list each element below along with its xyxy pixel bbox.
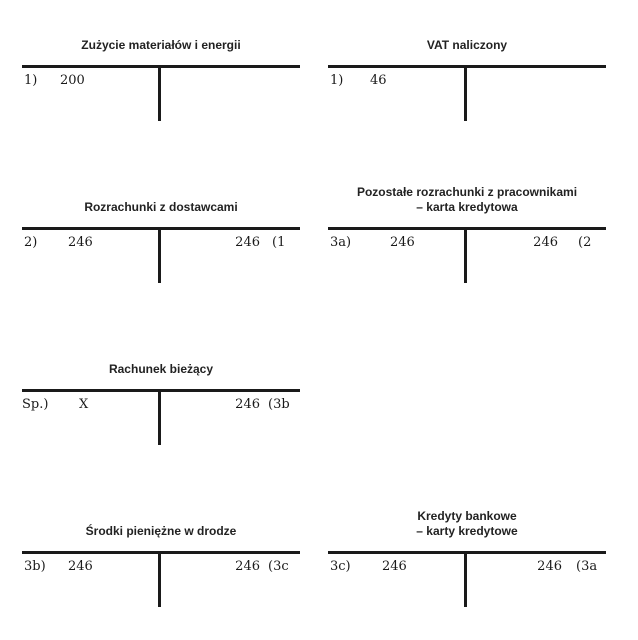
debit-ref: Sp.)	[22, 397, 49, 412]
debit-ref: 3a)	[330, 235, 352, 250]
debit-ref: 3b)	[24, 559, 46, 574]
t-account-rozrachunki-dostawcy	[22, 200, 300, 290]
account-vertical-line	[464, 66, 467, 121]
account-horizontal-line	[328, 227, 606, 230]
credit-amount: 246	[235, 397, 260, 412]
credit-ref: (3a	[576, 559, 598, 574]
debit-ref: 1)	[24, 73, 38, 88]
credit-amount: 246	[533, 235, 558, 250]
account-horizontal-line	[22, 389, 300, 392]
debit-ref: 1)	[330, 73, 344, 88]
t-account-rachunek-biezacy	[22, 362, 300, 452]
debit-amount: 46	[370, 73, 387, 88]
credit-amount: 246	[235, 235, 260, 250]
credit-ref: (2	[578, 235, 592, 250]
t-account-pozostale-rozrachunki	[328, 185, 606, 290]
account-horizontal-line	[22, 551, 300, 554]
account-title-line-1: Kredyty bankowe	[417, 509, 517, 523]
account-vertical-line	[158, 228, 161, 283]
account-vertical-line	[158, 552, 161, 607]
account-title-line-2: – karty kredytowe	[416, 524, 518, 538]
debit-amount: X	[79, 397, 89, 412]
credit-ref: (1	[272, 235, 286, 250]
account-horizontal-line	[328, 65, 606, 68]
debit-amount: 246	[68, 559, 93, 574]
account-title: Zużycie materiałów i energii	[81, 38, 241, 52]
account-horizontal-line	[328, 551, 606, 554]
debit-amount: 246	[382, 559, 407, 574]
debit-amount: 246	[390, 235, 415, 250]
t-account-vat	[328, 38, 606, 128]
debit-ref: 2)	[24, 235, 38, 250]
debit-amount: 200	[60, 73, 85, 88]
credit-ref: (3c	[268, 559, 289, 574]
account-vertical-line	[464, 552, 467, 607]
t-account-srodki-w-drodze	[22, 524, 300, 614]
account-vertical-line	[464, 228, 467, 283]
account-title: VAT naliczony	[426, 38, 508, 52]
credit-amount: 246	[235, 559, 260, 574]
t-account-kredyty-bankowe	[328, 509, 606, 614]
account-vertical-line	[158, 66, 161, 121]
credit-ref: (3b	[268, 397, 290, 412]
account-title: Rachunek bieżący	[108, 362, 214, 376]
account-title-line-2: – karta kredytowa	[416, 200, 518, 214]
account-title-line-1: Pozostałe rozrachunki z pracownikami	[356, 185, 578, 199]
account-horizontal-line	[22, 227, 300, 230]
t-account-zuzycie	[22, 38, 300, 128]
account-vertical-line	[158, 390, 161, 445]
debit-amount: 246	[68, 235, 93, 250]
credit-amount: 246	[537, 559, 562, 574]
account-horizontal-line	[22, 65, 300, 68]
account-title: Rozrachunki z dostawcami	[84, 200, 238, 214]
debit-ref: 3c)	[330, 559, 351, 574]
account-title: Środki pieniężne w drodze	[85, 524, 237, 538]
